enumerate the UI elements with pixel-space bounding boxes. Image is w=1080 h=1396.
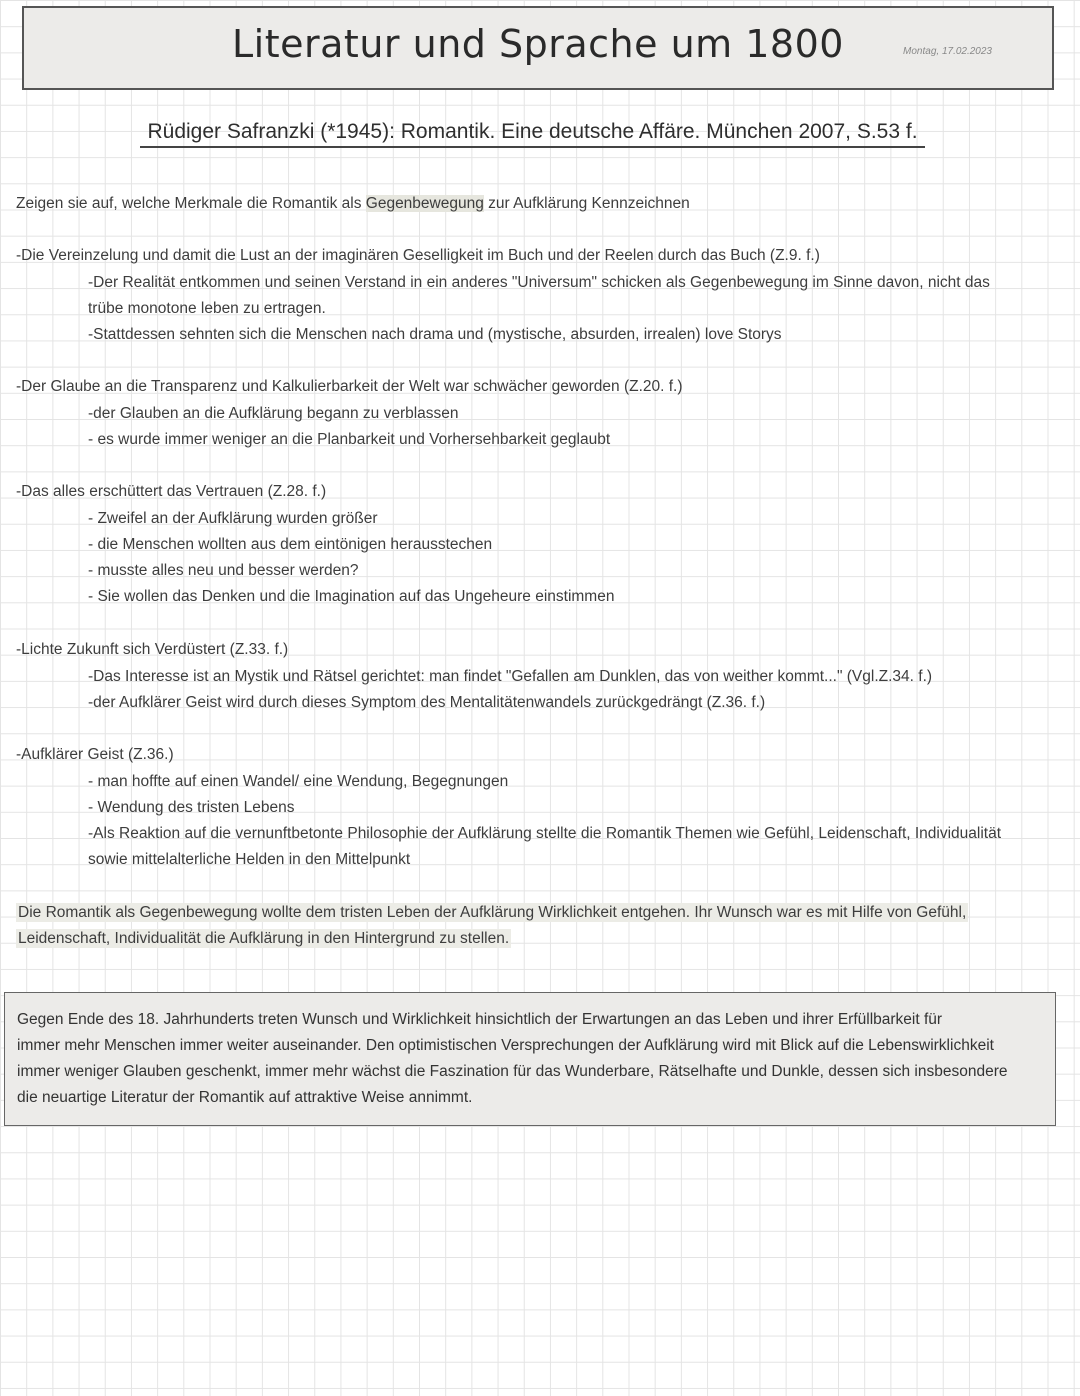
list-item: -Der Realität entkommen und seinen Verstand in ein anderes "Universum" schicken als Gegenbewegung im Sinne davon, nicht das [88,274,990,291]
list-item: -Das Interesse ist an Mystik und Rätsel gerichtet: man findet "Gefallen am Dunklen, das von weither kommt..." (Vgl.Z.34. f.) [88,668,933,685]
list-item: - die Menschen wollten aus dem eintönigen herausstechen [88,536,493,553]
list-item: - musste alles neu und besser werden? [88,562,359,579]
section-heading: -Das alles erschüttert das Vertrauen (Z.28. f.) [16,483,327,500]
list-item: -der Aufklärer Geist wird durch dieses Symptom des Mentalitätenwandels zurückgedrängt (Z.36. f.) [88,694,766,711]
summary-line: Die Romantik als Gegenbewegung wollte dem tristen Leben der Aufklärung Wirklichkeit entgehen. Ihr Wunsch war es mit Hilfe von Gefühl, [18,904,967,921]
list-item: - es wurde immer weniger an die Planbarkeit und Vorhersehbarkeit geglaubt [88,431,611,448]
section-heading: -Die Vereinzelung und damit die Lust an der imaginären Geselligkeit im Buch und der Reelen durch das Buch (Z.9. f.) [16,247,820,264]
list-item: - man hoffte auf einen Wandel/ eine Wendung, Begegnungen [88,773,509,790]
list-item: -Als Reaktion auf die vernunftbetonte Philosophie der Aufklärung stellte die Romantik Themen wie Gefühl, Leidenschaft, Individualität [88,825,1002,842]
list-item: sowie mittelalterliche Helden in den Mittelpunkt [88,851,411,868]
list-item: trübe monotone leben zu ertragen. [88,300,326,317]
summary-line: Leidenschaft, Individualität die Aufklärung in den Hintergrund zu stellen. [18,930,510,947]
list-item: - Sie wollen das Denken und die Imagination auf das Ungeheure einstimmen [88,588,615,605]
quote-line: immer weniger Glauben geschenkt, immer mehr wächst die Faszination für das Wunderbare, Rätselhafte und Dunkle, dessen sich insbesondere [17,1063,1008,1080]
task-highlight: Gegenbewegung [365,195,484,212]
list-item: - Zweifel an der Aufklärung wurden größer [88,510,378,527]
section-heading: -Der Glaube an die Transparenz und Kalkulierbarkeit der Welt war schwächer geworden (Z.20. f.) [16,378,683,395]
title-box [22,6,1054,90]
list-item: - Wendung des tristen Lebens [88,799,295,816]
source-citation: Rüdiger Safranzki (*1945): Romantik. Eine deutsche Affäre. München 2007, S.53 f. [140,120,925,148]
page-title: Literatur und Sprache um 1800 [232,22,844,66]
summary-paragraph [16,900,1026,952]
section-heading: -Lichte Zukunft sich Verdüstert (Z.33. f.) [16,641,289,658]
quote-line: immer mehr Menschen immer weiter auseinander. Den optimistischen Versprechungen der Aufklärung wird mit Blick auf die Lebenswirklichkeit [17,1037,994,1054]
quote-box [4,992,1056,1126]
list-item: -Stattdessen sehnten sich die Menschen nach drama und (mystische, absurden, irrealen) love Storys [88,326,782,343]
section-heading: -Aufklärer Geist (Z.36.) [16,746,174,763]
date-label: Montag, 17.02.2023 [903,46,992,57]
task-prompt: Zeigen sie auf, welche Merkmale die Romantik als Gegenbewegung zur Aufklärung Kennzeichnen [16,195,690,212]
quote-line: die neuartige Literatur der Romantik auf attraktive Weise annimmt. [17,1089,473,1106]
quote-line: Gegen Ende des 18. Jahrhunderts treten Wunsch und Wirklichkeit hinsichtlich der Erwartungen an das Leben und ihrer Erfüllbarkeit für [17,1011,943,1028]
list-item: -der Glauben an die Aufklärung begann zu verblassen [88,405,459,422]
